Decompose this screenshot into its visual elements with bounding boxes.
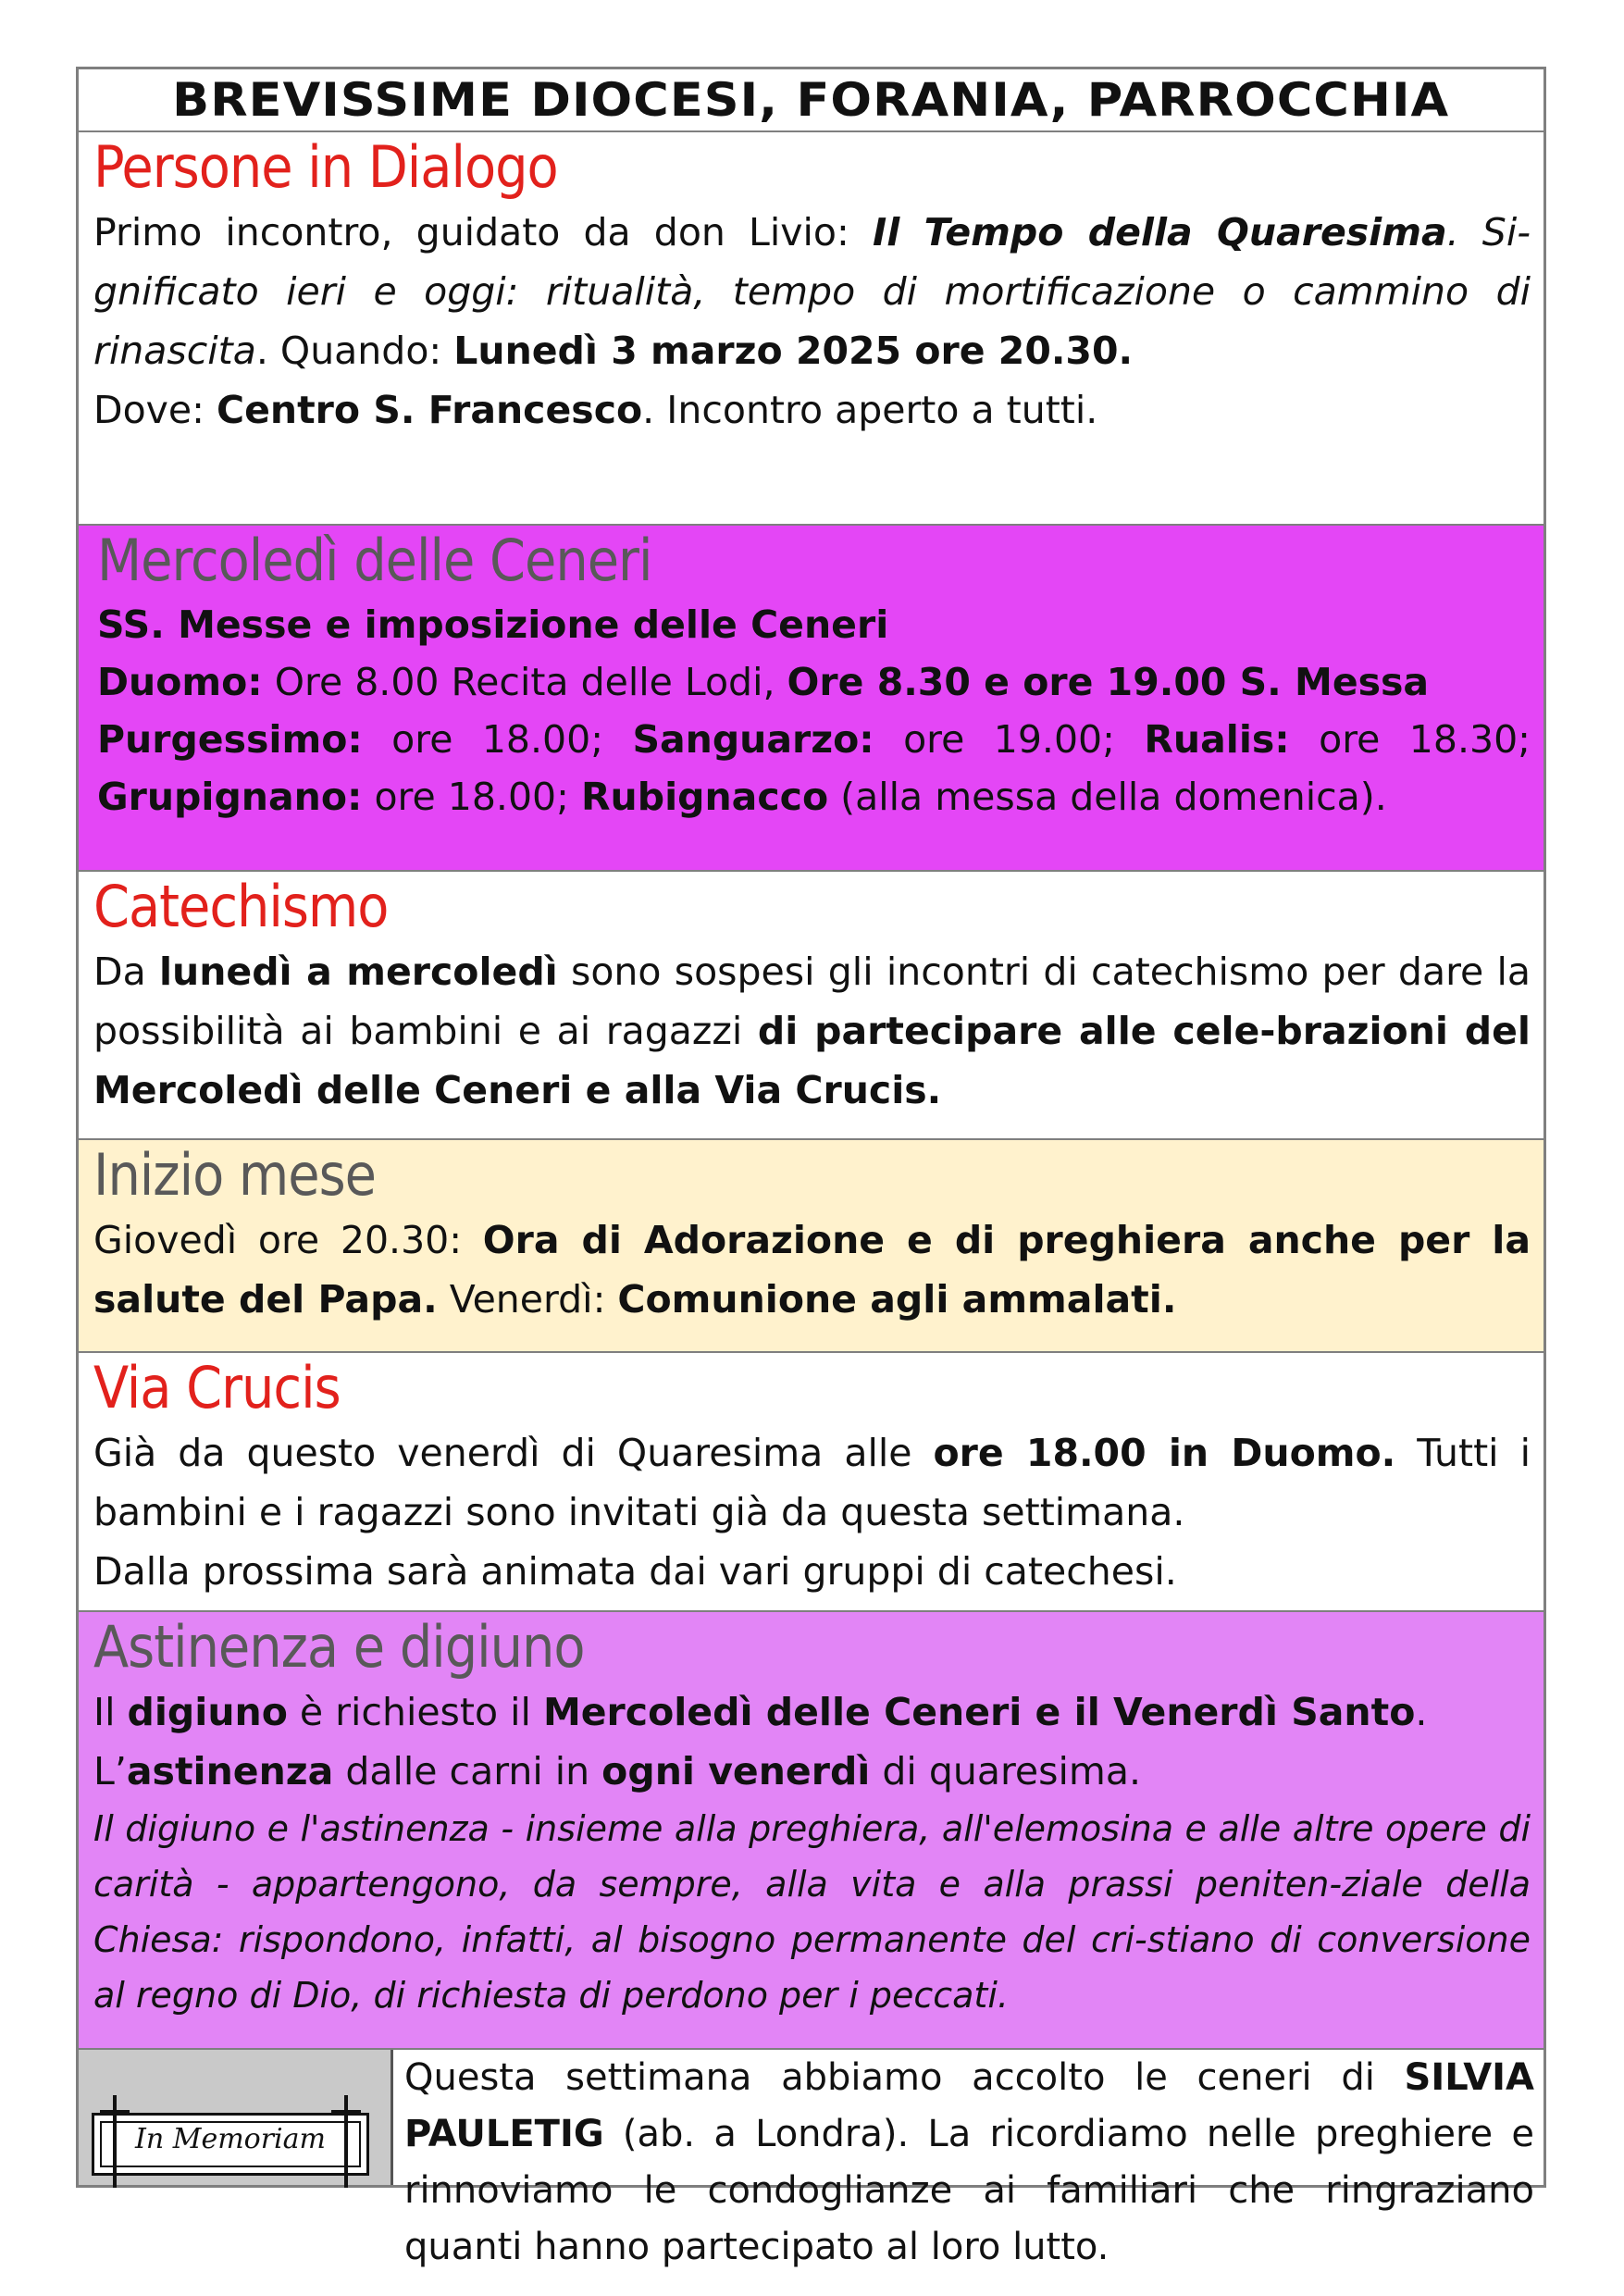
paragraph: [93, 942, 1531, 1120]
text-bold: lunedì a mercoledì: [158, 949, 558, 994]
text: Dove:: [93, 388, 217, 432]
text: Il: [93, 1690, 128, 1734]
paragraph: [93, 1682, 1531, 1742]
text-bold-italic: Il Tempo della Quaresima: [872, 210, 1447, 254]
text: Giovedì ore 20.30:: [93, 1218, 483, 1262]
plaque-label: In Memoriam: [135, 2123, 326, 2155]
section-catechismo: [79, 872, 1543, 1140]
paragraph: [93, 380, 1531, 440]
section-body: [79, 942, 1543, 1120]
paragraph-italic: [93, 1801, 1531, 2023]
text-bold: astinenza: [126, 1749, 334, 1793]
text: .: [1415, 1690, 1428, 1734]
section-heading: Catechismo: [93, 873, 389, 940]
text: Già da questo venerdì di Quaresima alle: [93, 1431, 934, 1475]
text-bold: Mercoledì delle Ceneri e il Venerdì Santo: [542, 1690, 1416, 1734]
section-astinenza-e-digiuno: [79, 1612, 1543, 2050]
text-bold: Rubignacco: [580, 775, 829, 819]
section-heading: Astinenza e digiuno: [93, 1613, 585, 1681]
paragraph: [93, 1423, 1531, 1542]
paragraph: [97, 711, 1531, 825]
bulletin-sheet: [76, 67, 1546, 2268]
paragraph: [93, 1210, 1531, 1329]
text-bold: SILVIA PAULETIG: [404, 2056, 1534, 2155]
section-persone-in-dialogo: [79, 132, 1543, 526]
page-title: BREVISSIME DIOCESI, FORANIA, PARROCCHIA: [172, 73, 1450, 127]
text: è richiesto il: [287, 1690, 543, 1734]
text: Primo incontro, guidato da don Livio:: [93, 210, 873, 254]
section-mercoledi-delle-ceneri: [79, 526, 1543, 872]
text-bold: ore 18.00 in Duomo.: [933, 1431, 1396, 1475]
section-body: [82, 596, 1543, 825]
text: Ore 8.00 Recita delle Lodi,: [262, 660, 787, 704]
paragraph: [93, 1742, 1531, 1801]
text-bold: SS. Messe e imposizione delle Ceneri: [97, 602, 889, 647]
text: di quaresima.: [870, 1749, 1142, 1793]
memoriam-text: [404, 2050, 1534, 2276]
title-row: [79, 69, 1543, 132]
text: sono sospesi gli incontri di catechismo per dare la possibilità ai bambini e ai ragazzi: [93, 949, 1531, 1053]
text-bold: Ore 8.30 e ore 19.00 S. Messa: [787, 660, 1430, 704]
in-memoriam-plaque-icon: [92, 2113, 369, 2176]
paragraph: [97, 653, 1531, 711]
text-bold: Centro S. Francesco: [217, 388, 643, 432]
text-bold: Grupignano:: [97, 775, 363, 819]
memoriam-image-cell: [79, 2050, 393, 2185]
section-body: [79, 1210, 1543, 1329]
text: Dalla prossima sarà animata dai vari gruppi di catechesi.: [93, 1549, 1177, 1594]
text-bold: ogni venerdì: [601, 1749, 871, 1793]
text: ore 18.00;: [362, 775, 581, 819]
section-inizio-mese: [79, 1140, 1543, 1353]
section-heading: Inizio mese: [93, 1141, 376, 1209]
text: ore 18.30;: [1289, 717, 1531, 762]
text-italic: . Si-gnificato ieri e oggi: ritualità, tempo di mortificazione o cammino di rinascita: [93, 210, 1531, 373]
text: ore 18.00;: [362, 717, 633, 762]
text-bold: digiuno: [127, 1690, 288, 1734]
text-bold: Sanguarzo:: [632, 717, 874, 762]
paragraph: [93, 203, 1531, 380]
section-heading: Persone in Dialogo: [93, 133, 558, 201]
text: Questa settimana abbiamo accolto le ceneri di: [404, 2056, 1405, 2099]
text-bold: Lunedì 3 marzo 2025 ore 20.30.: [453, 329, 1134, 373]
paragraph: [97, 596, 1531, 653]
text-italic: Il digiuno e l'astinenza - insieme alla preghiera, all'elemosina e alle altre opere di carità - appartengono, da sempre, alla vita e alla prassi peniten-ziale della Chiesa: rispondono, infatti, al bisogno permanente del cri-stiano di conversione al regno di Dio, di richiesta di perdono per i peccati.: [93, 1808, 1531, 2016]
section-heading: Mercoledì delle Ceneri: [97, 527, 652, 594]
text-bold: di partecipare alle cele-brazioni del Mercoledì delle Ceneri e alla Via Crucis.: [93, 1009, 1531, 1112]
text: L’: [93, 1749, 127, 1793]
text: Tutti i bambini e i ragazzi sono invitati già da questa settimana.: [93, 1431, 1531, 1534]
text-bold: Duomo:: [97, 660, 263, 704]
text: . Incontro aperto a tutti.: [642, 388, 1098, 432]
text-bold: Purgessimo:: [97, 717, 363, 762]
text: dalle carni in: [333, 1749, 602, 1793]
section-body: [79, 1423, 1543, 1601]
text: (alla messa della domenica).: [828, 775, 1387, 819]
text-bold: Ora di Adorazione e di preghiera anche per la salute del Papa.: [93, 1218, 1531, 1322]
text: ore 19.00;: [874, 717, 1145, 762]
text: (ab. a Londra). La ricordiamo nelle preghiere e rinnoviamo le condoglianze ai familiari che ringraziano quanti hanno partecipato al loro lutto.: [404, 2113, 1534, 2268]
paragraph: [93, 1542, 1531, 1601]
text: Da: [93, 949, 159, 994]
section-heading: Via Crucis: [93, 1354, 341, 1421]
section-body: [79, 1682, 1543, 2023]
text-bold: Comunione agli ammalati.: [617, 1277, 1177, 1322]
text: Venerdì:: [437, 1277, 618, 1322]
section-body: [79, 203, 1543, 440]
section-in-memoriam: [79, 2050, 1543, 2268]
text: . Quando:: [255, 329, 454, 373]
text-bold: Rualis:: [1144, 717, 1290, 762]
section-via-crucis: [79, 1353, 1543, 1612]
